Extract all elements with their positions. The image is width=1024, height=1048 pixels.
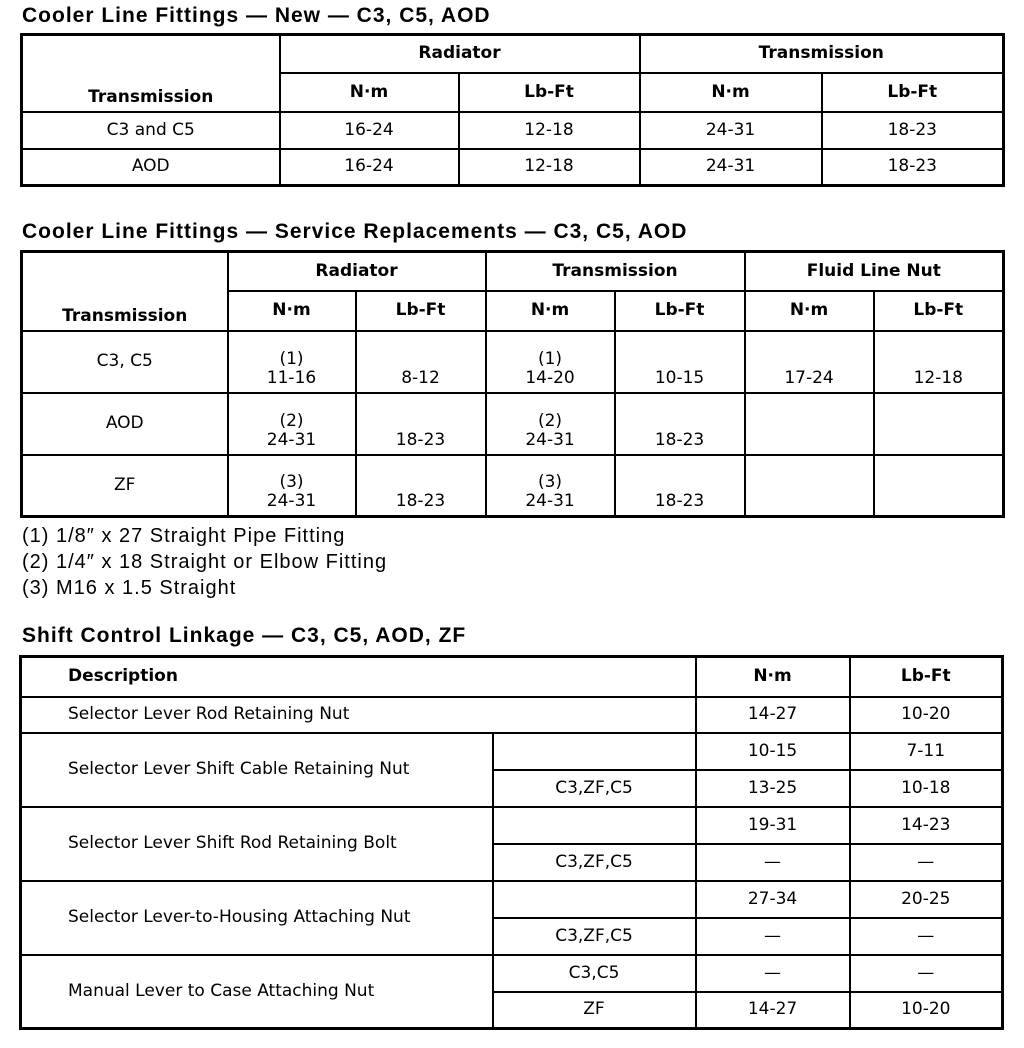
transmission-lbft: 18-23 bbox=[822, 149, 1004, 186]
table-row bbox=[22, 455, 1004, 517]
table-row bbox=[21, 697, 1003, 733]
transmission-lbft: 18-23 bbox=[615, 455, 745, 517]
radiator-nm: 16-24 bbox=[280, 112, 459, 149]
radiator-nm: (3) 24-31 bbox=[228, 455, 356, 517]
description: Manual Lever to Case Attaching Nut bbox=[21, 955, 493, 1029]
row-name: AOD bbox=[22, 149, 280, 186]
header-radiator-nm: N·m bbox=[228, 291, 356, 331]
header-transmission-nm: N·m bbox=[640, 73, 822, 112]
table-cooler-service bbox=[20, 250, 1005, 518]
table-cooler-new bbox=[20, 33, 1005, 187]
transmission-nm: (1) 14-20 bbox=[486, 331, 615, 393]
footnote-3: (3) M16 x 1.5 Straight bbox=[22, 577, 237, 599]
footnote-ref: (2) bbox=[279, 410, 304, 431]
header-transmission-group: Transmission bbox=[486, 252, 745, 291]
description: Selector Lever Shift Cable Retaining Nut bbox=[21, 733, 493, 807]
lbft: — bbox=[850, 844, 1003, 881]
header-nm: N·m bbox=[696, 657, 850, 697]
fluid-nm: 17-24 bbox=[745, 331, 874, 393]
transmission-nm: 24-31 bbox=[640, 149, 822, 186]
fluid-nm bbox=[745, 393, 874, 455]
fluid-nm bbox=[745, 455, 874, 517]
header-transmission: Transmission bbox=[22, 252, 228, 331]
footnote-ref: (3) bbox=[537, 472, 563, 492]
table-row bbox=[22, 331, 1004, 393]
lbft: 7-11 bbox=[850, 733, 1003, 770]
nm: 19-31 bbox=[696, 807, 850, 844]
row-name: ZF bbox=[22, 455, 228, 517]
variant: C3,ZF,C5 bbox=[493, 844, 696, 881]
row-name: C3, C5 bbox=[22, 331, 228, 393]
nm: 13-25 bbox=[696, 770, 850, 807]
radiator-nm: 16-24 bbox=[280, 149, 459, 186]
description: Selector Lever Shift Rod Retaining Bolt bbox=[21, 807, 493, 881]
header-radiator-lbft: Lb-Ft bbox=[459, 73, 640, 112]
transmission-lbft: 18-23 bbox=[615, 393, 745, 455]
footnote-ref: (2) bbox=[537, 410, 563, 431]
description: Selector Lever-to-Housing Attaching Nut bbox=[21, 881, 493, 955]
transmission-nm: (2) 24-31 bbox=[486, 393, 615, 455]
header-radiator: Radiator bbox=[228, 252, 486, 291]
nm: 14-27 bbox=[696, 992, 850, 1029]
header-transmission: Transmission bbox=[22, 35, 280, 112]
transmission-lbft: 18-23 bbox=[822, 112, 1004, 149]
table-row bbox=[21, 807, 1003, 844]
header-fluid-lbft: Lb-Ft bbox=[874, 291, 1004, 331]
nm: — bbox=[696, 844, 850, 881]
variant: C3,C5 bbox=[493, 955, 696, 992]
lbft: — bbox=[850, 918, 1003, 955]
table2-title: Cooler Line Fittings — Service Replacements — C3, C5, AOD bbox=[22, 220, 688, 243]
row-name: C3 and C5 bbox=[22, 112, 280, 149]
lbft: 10-18 bbox=[850, 770, 1003, 807]
variant bbox=[493, 807, 696, 844]
fluid-lbft: 12-18 bbox=[874, 331, 1004, 393]
radiator-lbft: 12-18 bbox=[459, 112, 640, 149]
variant bbox=[493, 733, 696, 770]
variant: C3,ZF,C5 bbox=[493, 918, 696, 955]
header-transmission-nm: N·m bbox=[486, 291, 615, 331]
lbft: 10-20 bbox=[850, 992, 1003, 1029]
variant: C3,ZF,C5 bbox=[493, 770, 696, 807]
description: Selector Lever Rod Retaining Nut bbox=[21, 697, 696, 733]
radiator-lbft: 8-12 bbox=[356, 331, 486, 393]
footnote-ref: (1) bbox=[279, 348, 304, 369]
header-radiator-lbft: Lb-Ft bbox=[356, 291, 486, 331]
nm: 10-15 bbox=[696, 733, 850, 770]
nm: 14-27 bbox=[696, 697, 850, 733]
fluid-lbft bbox=[874, 455, 1004, 517]
nm: 27-34 bbox=[696, 881, 850, 918]
nm: — bbox=[696, 955, 850, 992]
nm: — bbox=[696, 918, 850, 955]
table-row bbox=[22, 149, 1004, 186]
header-transmission-lbft: Lb-Ft bbox=[822, 73, 1004, 112]
table-row bbox=[21, 881, 1003, 918]
footnote-ref: (3) bbox=[279, 472, 304, 492]
header-radiator-nm: N·m bbox=[280, 73, 459, 112]
transmission-nm: (3) 24-31 bbox=[486, 455, 615, 517]
table3-title: Shift Control Linkage — C3, C5, AOD, ZF bbox=[22, 624, 467, 647]
row-name: AOD bbox=[22, 393, 228, 455]
radiator-lbft: 12-18 bbox=[459, 149, 640, 186]
table-row bbox=[21, 955, 1003, 992]
transmission-lbft: 10-15 bbox=[615, 331, 745, 393]
header-fluid-line-nut: Fluid Line Nut bbox=[745, 252, 1004, 291]
footnotes bbox=[22, 523, 387, 601]
radiator-nm: (1) 11-16 bbox=[228, 331, 356, 393]
footnote-1: (1) 1/8″ x 27 Straight Pipe Fitting bbox=[22, 525, 346, 547]
radiator-nm: (2) 24-31 bbox=[228, 393, 356, 455]
table-row bbox=[22, 393, 1004, 455]
variant bbox=[493, 881, 696, 918]
header-lbft: Lb-Ft bbox=[850, 657, 1003, 697]
radiator-lbft: 18-23 bbox=[356, 393, 486, 455]
transmission-nm: 24-31 bbox=[640, 112, 822, 149]
footnote-ref: (1) bbox=[537, 348, 563, 369]
footnote-2: (2) 1/4″ x 18 Straight or Elbow Fitting bbox=[22, 551, 388, 573]
lbft: 14-23 bbox=[850, 807, 1003, 844]
fluid-lbft bbox=[874, 393, 1004, 455]
table-row bbox=[21, 733, 1003, 770]
radiator-lbft: 18-23 bbox=[356, 455, 486, 517]
header-description: Description bbox=[21, 657, 696, 697]
variant: ZF bbox=[493, 992, 696, 1029]
header-radiator: Radiator bbox=[280, 35, 640, 73]
table-shift-linkage bbox=[19, 655, 1004, 1030]
header-transmission-group: Transmission bbox=[640, 35, 1004, 73]
table1-title: Cooler Line Fittings — New — C3, C5, AOD bbox=[22, 4, 491, 27]
lbft: 10-20 bbox=[850, 697, 1003, 733]
table-row bbox=[22, 112, 1004, 149]
lbft: — bbox=[850, 955, 1003, 992]
header-fluid-nm: N·m bbox=[745, 291, 874, 331]
lbft: 20-25 bbox=[850, 881, 1003, 918]
header-transmission-lbft: Lb-Ft bbox=[615, 291, 745, 331]
